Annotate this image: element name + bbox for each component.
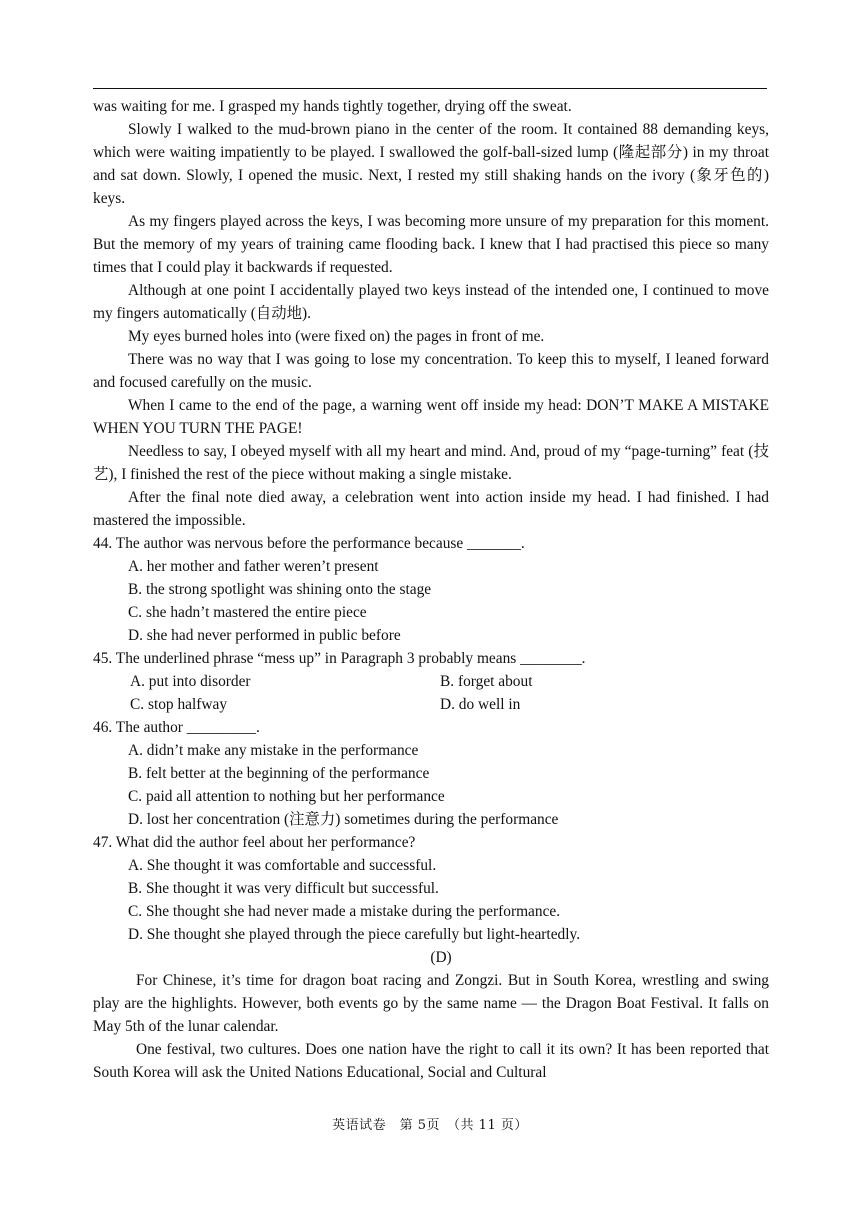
question-stem: 47. What did the author feel about her performance? (93, 834, 416, 851)
answer-option: A. put into disorder (130, 673, 251, 690)
answer-option: B. forget about (440, 673, 533, 690)
answer-option: D. she had never performed in public before (128, 627, 401, 644)
answer-option: B. the strong spotlight was shining onto the stage (128, 581, 432, 598)
answer-option: B. felt better at the beginning of the performance (128, 765, 430, 782)
passage-c-paragraph: Although at one point I accidentally played two keys instead of the intended one, I continued to move my fingers automatically (自动地). (93, 282, 769, 322)
answer-option: C. She thought she had never made a mistake during the performance. (128, 903, 561, 920)
passage-c-paragraph: There was no way that I was going to lose my concentration. To keep this to myself, I leaned forward and focused carefully on the music. (93, 351, 769, 391)
page-footer: 英语试卷 第 5页 （共 11 页） (332, 1118, 528, 1133)
answer-option: A. didn’t make any mistake in the performance (128, 742, 419, 759)
answer-option: C. paid all attention to nothing but her performance (128, 788, 445, 805)
page-content (93, 95, 769, 1084)
answer-option: D. do well in (440, 696, 521, 713)
answer-option: A. her mother and father weren’t present (128, 558, 379, 575)
passage-c-paragraph: After the final note died away, a celebration went into action inside my head. I had finished. I had mastered the impossible. (93, 489, 769, 529)
answer-option: D. She thought she played through the piece carefully but light-heartedly. (128, 926, 581, 943)
answer-option: B. She thought it was very difficult but successful. (128, 880, 439, 897)
header-rule (93, 88, 767, 89)
question-44 (93, 532, 769, 647)
passage-c-paragraph: was waiting for me. I grasped my hands tightly together, drying off the sweat. (93, 98, 572, 115)
question-stem: 44. The author was nervous before the performance because _______. (93, 535, 525, 552)
question-45 (93, 647, 769, 716)
passage-c-paragraph: Slowly I walked to the mud-brown piano in the center of the room. It contained 88 demanding keys, which were waiting impatiently to be played. I swallowed the golf-ball-sized lump (隆起部分) in my throat and sat down. Slowly, I opened the music. Next, I rested my still shaking hands on the ivory (象牙色的) keys. (93, 121, 769, 207)
passage-c-paragraph: As my fingers played across the keys, I was becoming more unsure of my preparation for this moment. But the memory of my years of training came flooding back. I knew that I had practised this piece so many times that I could play it backwards if requested. (93, 213, 769, 276)
passage-d-paragraph: For Chinese, it’s time for dragon boat racing and Zongzi. But in South Korea, wrestling and swing play are the highlights. However, both events go by the same name — the Dragon Boat Festival. It falls on May 5th of the lunar calendar. (93, 972, 769, 1035)
question-47 (93, 831, 769, 946)
section-heading: (D) (430, 949, 452, 966)
passage-d-paragraph: One festival, two cultures. Does one nation have the right to call it its own? It has been reported that South Korea will ask the United Nations Educational, Social and Cultural (93, 1041, 769, 1081)
answer-option: A. She thought it was comfortable and successful. (128, 857, 437, 874)
question-stem: 46. The author _________. (93, 719, 260, 736)
answer-option: D. lost her concentration (注意力) sometimes during the performance (128, 811, 559, 828)
passage-c (93, 95, 769, 532)
question-46 (93, 716, 769, 831)
passage-c-paragraph: Needless to say, I obeyed myself with all my heart and mind. And, proud of my “page-turning” feat (技艺), I finished the rest of the piece without making a single mistake. (93, 443, 769, 483)
passage-d (93, 946, 769, 1084)
answer-option-row (93, 670, 769, 693)
passage-c-paragraph: When I came to the end of the page, a warning went off inside my head: DON’T MAKE A MISTAKE WHEN YOU TURN THE PAGE! (93, 397, 769, 437)
answer-option: C. stop halfway (130, 696, 228, 713)
question-stem: 45. The underlined phrase “mess up” in Paragraph 3 probably means ________. (93, 650, 586, 667)
answer-option: C. she hadn’t mastered the entire piece (128, 604, 367, 621)
passage-c-paragraph: My eyes burned holes into (were fixed on) the pages in front of me. (128, 328, 545, 345)
answer-option-row (93, 693, 769, 716)
